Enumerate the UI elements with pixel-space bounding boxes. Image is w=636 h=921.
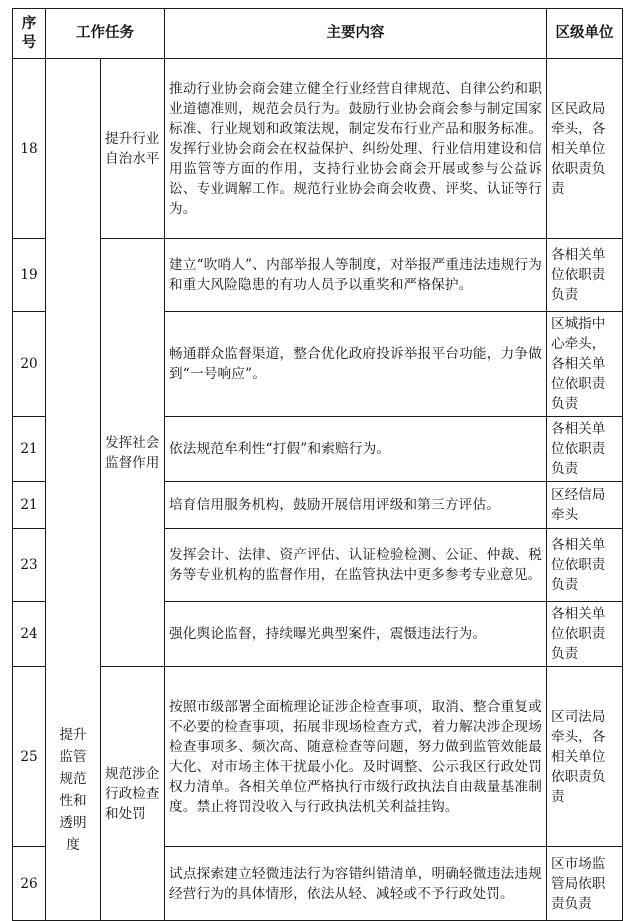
unit-cell: 各相关单位依职责负责: [547, 602, 623, 667]
task-table: [12, 8, 623, 921]
table-row: [13, 239, 623, 312]
header-task: 工作任务: [46, 9, 165, 59]
unit-cell: 区司法局牵头，各相关单位依职责负责: [547, 667, 623, 847]
row-number: 20: [13, 312, 46, 417]
unit-cell: 区市场监管局依职责负责: [547, 847, 623, 921]
unit-cell: 各相关单位依职责负责: [547, 417, 623, 482]
row-number: 21: [13, 417, 46, 482]
content-cell: 依法规范牟利性“打假”和索赔行为。: [165, 417, 547, 482]
unit-cell: 区城指中心牵头，各相关单位依职责负责: [547, 312, 623, 417]
row-number: 19: [13, 239, 46, 312]
content-cell: 畅通群众监督渠道，整合优化政府投诉举报平台功能，力争做到“一号响应”。: [165, 312, 547, 417]
content-cell: 按照市级部署全面梳理论证涉企检查事项，取消、整合重复或不必要的检查事项，拓展非现场检查方式，着力解决涉企现场检查事项多、频次高、随意检查等问题，努力做到监管效能最大化、对市场主体干扰最小化。及时调整、公示我区行政处罚权力清单。各相关单位严格执行市级行政执法自由裁量基准制度。禁止将罚没收入与行政执法机关利益挂钩。: [165, 667, 547, 847]
row-number: 23: [13, 529, 46, 602]
task-group-label: 规范涉企行政检查和处罚: [101, 667, 165, 921]
row-number: 18: [13, 59, 46, 239]
table-row: [13, 667, 623, 847]
unit-cell: 区民政局牵头，各相关单位依职责负责: [547, 59, 623, 239]
category-label: 提升监管规范性和透明度: [59, 726, 87, 853]
content-cell: 强化舆论监督，持续曝光典型案件，震慑违法行为。: [165, 602, 547, 667]
content-cell: 推动行业协会商会建立健全行业经营自律规范、自律公约和职业道德准则，规范会员行为。鼓励行业协会商会参与制定国家标准、行业规划和政策法规，制定发布行业产品和服务标准。发挥行业协会商会在权益保护、纠纷处理、行业信用建设和信用监管等方面的作用，支持行业协会商会开展或参与公益诉讼、专业调解工作。规范行业协会商会收费、评奖、认证等行为。: [165, 59, 547, 239]
content-cell: 试点探索建立轻微违法行为容错纠错清单，明确轻微违法违规经营行为的具体情形，依法从轻、减轻或不予行政处罚。: [165, 847, 547, 921]
row-number: 24: [13, 602, 46, 667]
header-no: 序号: [13, 9, 46, 59]
task-group-label: 发挥社会监督作用: [101, 239, 165, 667]
header-unit: 区级单位: [547, 9, 623, 59]
task-group-label: 提升行业自治水平: [101, 59, 165, 239]
header-content: 主要内容: [165, 9, 547, 59]
unit-cell: 区经信局牵头: [547, 482, 623, 529]
unit-cell: 各相关单位依职责负责: [547, 239, 623, 312]
table-row: [13, 59, 623, 239]
row-number: 21: [13, 482, 46, 529]
row-number: 26: [13, 847, 46, 921]
content-cell: 发挥会计、法律、资产评估、认证检验检测、公证、仲裁、税务等专业机构的监督作用，在监管执法中更多参考专业意见。: [165, 529, 547, 602]
category-cell-blank: [46, 59, 101, 921]
content-cell: 培育信用服务机构，鼓励开展信用评级和第三方评估。: [165, 482, 547, 529]
unit-cell: 各相关单位依职责负责: [547, 529, 623, 602]
row-number: 25: [13, 667, 46, 847]
content-cell: 建立“吹哨人”、内部举报人等制度，对举报严重违法违规行为和重大风险隐患的有功人员予以重奖和严格保护。: [165, 239, 547, 312]
table-header-row: [13, 9, 623, 59]
